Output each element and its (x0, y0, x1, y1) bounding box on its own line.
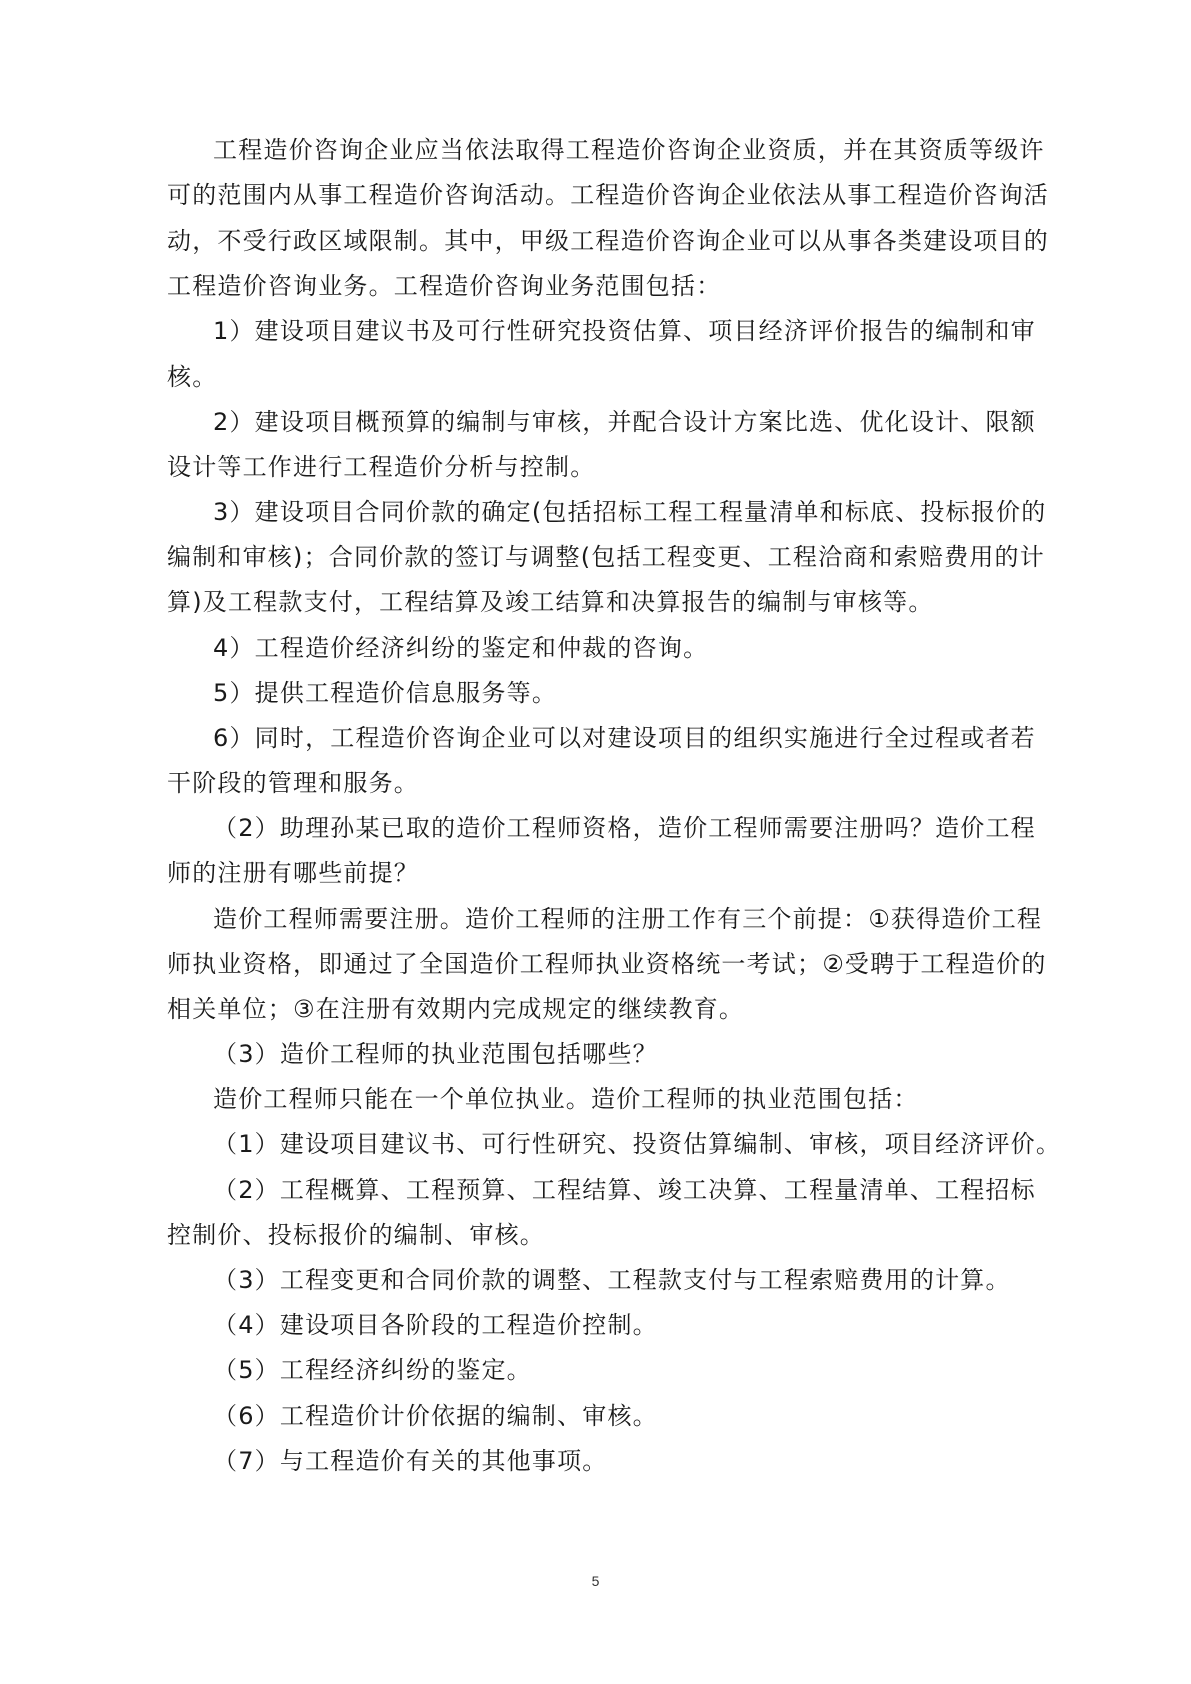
text-line: 编制和审核)；合同价款的签订与调整(包括工程变更、工程洽商和索赔费用的计 (167, 543, 1045, 571)
text-line: （4）建设项目各阶段的工程造价控制。 (213, 1311, 658, 1339)
text-line: （2）助理孙某已取的造价工程师资格，造价工程师需要注册吗？造价工程 (213, 814, 1036, 842)
page-number: 5 (591, 1573, 600, 1589)
text-line: 设计等工作进行工程造价分析与控制。 (167, 453, 596, 481)
text-line: （2）工程概算、工程预算、工程结算、竣工决算、工程量清单、工程招标 (213, 1176, 1036, 1204)
text-line: （1）建设项目建议书、可行性研究、投资估算编制、审核，项目经济评价。 (213, 1130, 1062, 1158)
text-line: 可的范围内从事工程造价咨询活动。工程造价咨询企业依法从事工程造价咨询活 (167, 181, 1049, 209)
text-line: 工程造价咨询业务。工程造价咨询业务范围包括： (167, 272, 722, 300)
text-line: 6）同时，工程造价咨询企业可以对建设项目的组织实施进行全过程或者若 (213, 724, 1036, 752)
text-line: （6）工程造价计价依据的编制、审核。 (213, 1402, 658, 1430)
text-line: （3）工程变更和合同价款的调整、工程款支付与工程索赔费用的计算。 (213, 1266, 1011, 1294)
text-line: 5）提供工程造价信息服务等。 (213, 679, 558, 707)
text-line: 2）建设项目概预算的编制与审核，并配合设计方案比选、优化设计、限额 (213, 408, 1036, 436)
text-line: 干阶段的管理和服务。 (167, 769, 419, 797)
text-line: 师的注册有哪些前提？ (167, 859, 419, 887)
text-line: 师执业资格，即通过了全国造价工程师执业资格统一考试；②受聘于工程造价的 (167, 950, 1047, 978)
text-line: （7）与工程造价有关的其他事项。 (213, 1447, 608, 1475)
text-line: 造价工程师需要注册。造价工程师的注册工作有三个前提：①获得造价工程 (213, 905, 1043, 933)
text-line: （3）造价工程师的执业范围包括哪些？ (213, 1040, 658, 1068)
text-line: 3）建设项目合同价款的确定(包括招标工程工程量清单和标底、投标报价的 (213, 498, 1047, 526)
text-line: 核。 (167, 363, 218, 391)
text-line: 4）工程造价经济纠纷的鉴定和仲裁的咨询。 (213, 634, 709, 662)
text-line: 1）建设项目建议书及可行性研究投资估算、项目经济评价报告的编制和审 (213, 317, 1036, 345)
text-line: 造价工程师只能在一个单位执业。造价工程师的执业范围包括： (213, 1085, 919, 1113)
text-line: 控制价、投标报价的编制、审核。 (167, 1221, 545, 1249)
text-line: 动，不受行政区域限制。其中，甲级工程造价咨询企业可以从事各类建设项目的 (167, 227, 1049, 255)
text-line: （5）工程经济纠纷的鉴定。 (213, 1356, 532, 1384)
text-line: 算)及工程款支付，工程结算及竣工结算和决算报告的编制与审核等。 (167, 588, 934, 616)
text-line: 相关单位；③在注册有效期内完成规定的继续教育。 (167, 995, 745, 1023)
text-line: 工程造价咨询企业应当依法取得工程造价咨询企业资质，并在其资质等级许 (213, 136, 1045, 164)
